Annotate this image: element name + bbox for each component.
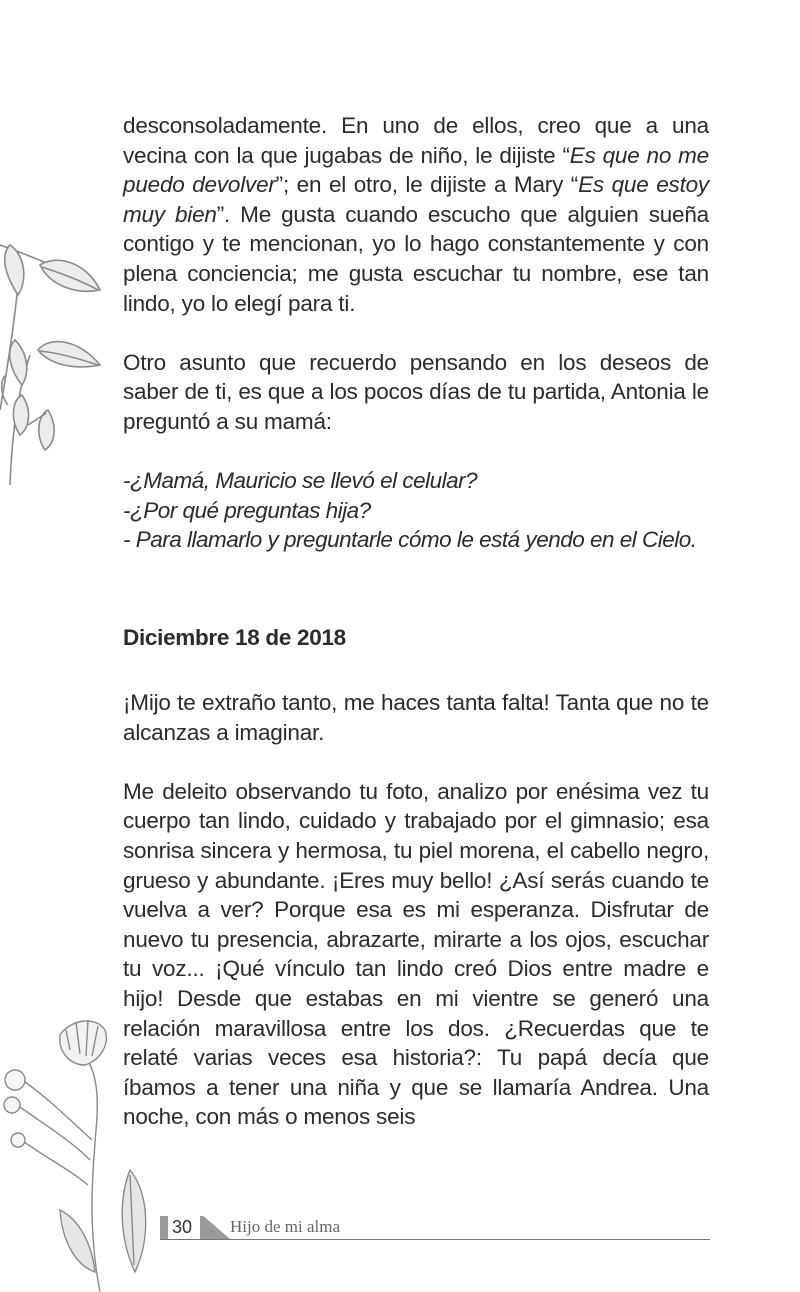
- dialogue-line: -¿Mamá, Mauricio se llevó el celular?: [123, 468, 478, 494]
- text-run: ”. Me gusta cuando escucho que alguien sueña contigo y te mencionan, yo lo hago constantemente y con plena conciencia; me gusta escuchar tu nombre, ese tan lindo, yo lo elegí para ti.: [123, 201, 709, 316]
- paragraph-2: Otro asunto que recuerdo pensando en los deseos de saber de ti, es que a los pocos días de tu partida, Antonia le preguntó a su mamá:: [123, 349, 709, 434]
- footer-rule: [160, 1239, 710, 1240]
- running-title: Hijo de mi alma: [230, 1217, 341, 1236]
- section-heading: Diciembre 18 de 2018: [123, 625, 346, 650]
- body-text: [123, 111, 709, 555]
- text-run: ”; en el otro, le dijiste a Mary “: [275, 172, 579, 198]
- dialogue-block: [123, 466, 709, 555]
- dialogue-line: - Para llamarlo y preguntarle cómo le está yendo en el Cielo.: [123, 527, 697, 553]
- page-footer: [160, 1216, 710, 1242]
- paragraph-4: Me deleito observando tu foto, analizo por enésima vez tu cuerpo tan lindo, cuidado y trabajado por el gimnasio; esa sonrisa sincera y hermosa, tu piel morena, el cabello negro, grueso y abundante. ¡Eres muy bello! ¿Así serás cuando te vuelva a ver? Porque esa es mi esperanza. Disfrutar de nuevo tu presencia, abrazarte, mirarte a los ojos, escuchar tu voz... ¡Qué vínculo tan lindo creó Dios entre madre e hijo! Desde que estabas en mi vientre se generó una relación maravillosa entre los dos. ¿Recuerdas que te relaté varias veces esa historia?: Tu papá decía que íbamos a tener una niña y que se llamaría Andrea. Una noche, con más o menos seis: [123, 778, 709, 1130]
- section-body: [123, 688, 709, 1132]
- paragraph-3: ¡Mijo te extraño tanto, me haces tanta falta! Tanta que no te alcanzas a imaginar.: [123, 690, 709, 745]
- text-run: desconsoladamente. En uno de ellos, creo que a una vecina con la que jugabas de niño, le dijiste “: [123, 113, 709, 168]
- italic-quote: Es que no me puedo devolver: [123, 142, 709, 198]
- leaf-branch-icon: [0, 235, 110, 495]
- dialogue-line: -¿Por qué preguntas hija?: [123, 497, 371, 523]
- italic-quote: Es que estoy muy bien: [123, 172, 709, 227]
- paragraph-1: [123, 111, 709, 318]
- page-number: 30: [172, 1217, 193, 1237]
